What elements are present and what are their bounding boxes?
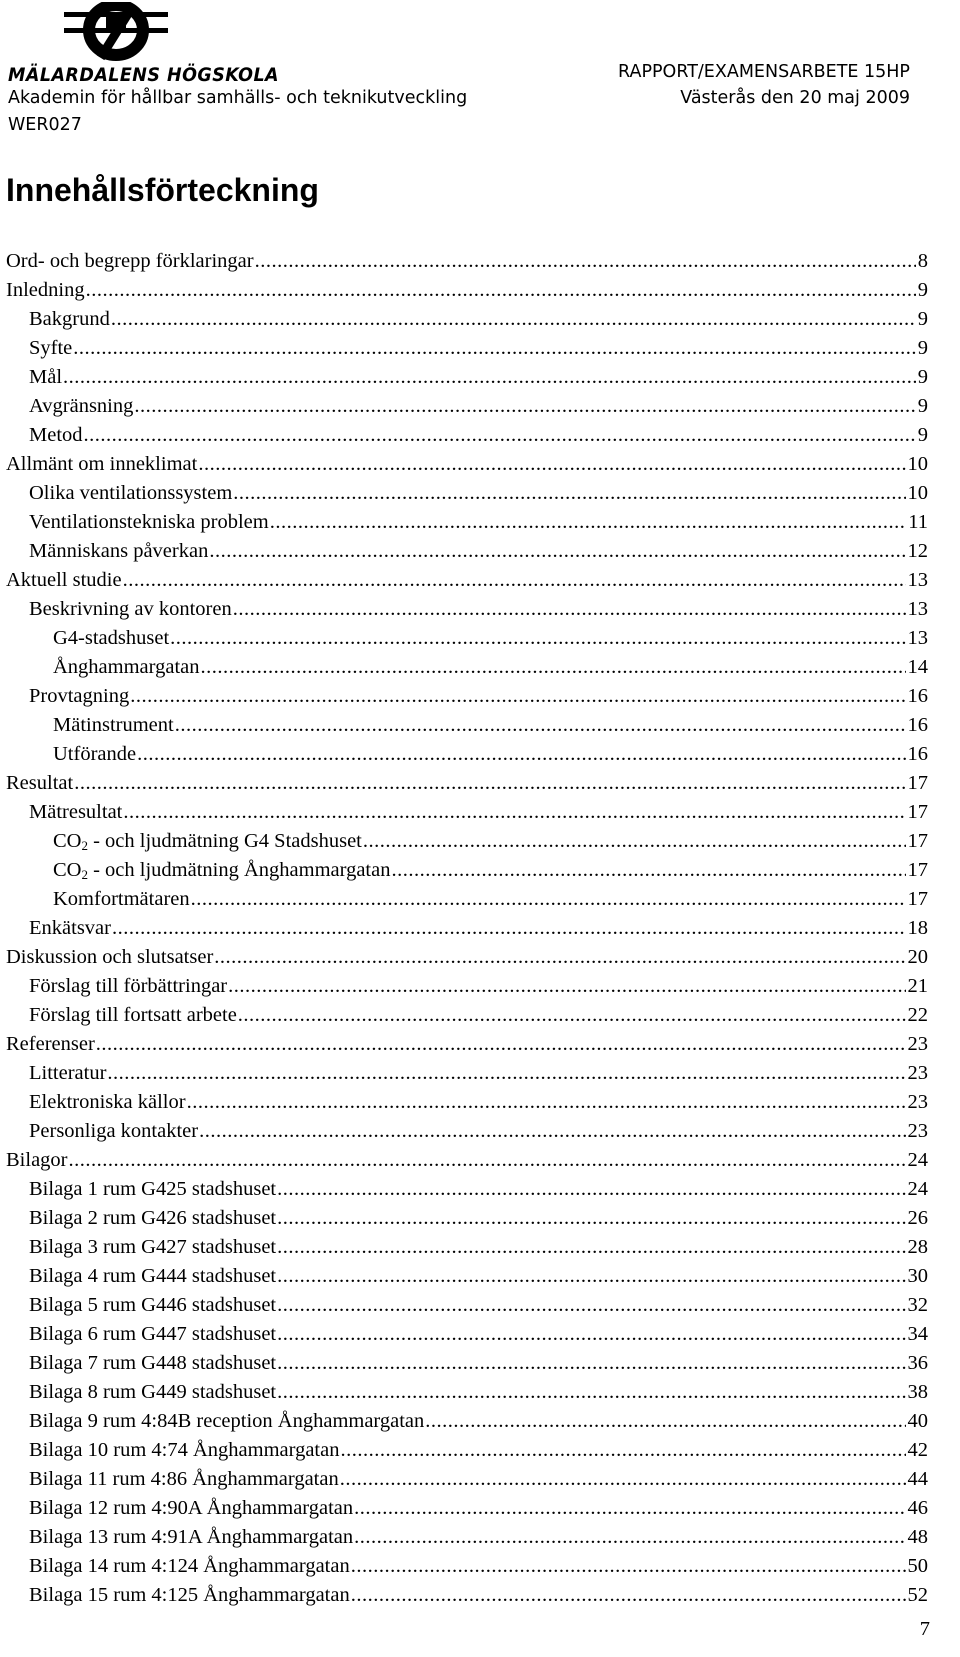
co2-symbol: CO bbox=[53, 859, 82, 881]
toc-entry-label: Bilaga 7 rum G448 stadshuset bbox=[29, 1352, 277, 1374]
toc-entry-page: 9 bbox=[917, 395, 928, 417]
toc-entry[interactable] bbox=[0, 537, 960, 566]
toc-entry[interactable] bbox=[0, 1523, 960, 1552]
toc-entry-label: Provtagning bbox=[29, 685, 130, 707]
dot-leader bbox=[277, 1262, 905, 1291]
toc-entry-page: 9 bbox=[917, 424, 928, 446]
dot-leader bbox=[255, 247, 916, 276]
toc-entry-page: 24 bbox=[907, 1178, 928, 1200]
toc-entry-label: Elektroniska källor bbox=[29, 1091, 186, 1113]
toc-entry-page: 17 bbox=[907, 888, 928, 910]
toc-entry[interactable] bbox=[0, 363, 960, 392]
university-logo bbox=[8, 2, 280, 86]
toc-entry-label: Bilaga 5 rum G446 stadshuset bbox=[29, 1294, 277, 1316]
toc-entry-page: 48 bbox=[907, 1526, 928, 1548]
toc-entry-page: 16 bbox=[907, 685, 928, 707]
dot-leader bbox=[351, 1552, 906, 1581]
toc-entry-label: Komfortmätaren bbox=[53, 888, 190, 910]
toc-entry-label: Bilaga 14 rum 4:124 Ånghammargatan bbox=[29, 1555, 350, 1577]
toc-entry-label-text: - och ljudmätning Ånghammargatan bbox=[87, 859, 391, 881]
toc-entry-page: 30 bbox=[907, 1265, 928, 1287]
dot-leader bbox=[74, 769, 905, 798]
toc-entry-label: Litteratur bbox=[29, 1062, 107, 1084]
dot-leader bbox=[270, 508, 907, 537]
toc-entry[interactable] bbox=[0, 1146, 960, 1175]
toc-entry[interactable] bbox=[0, 1233, 960, 1262]
toc-entry[interactable] bbox=[0, 1407, 960, 1436]
dot-leader bbox=[214, 943, 905, 972]
toc-entry-page: 23 bbox=[907, 1033, 928, 1055]
dot-leader bbox=[233, 479, 905, 508]
toc-entry-label: Bilaga 15 rum 4:125 Ånghammargatan bbox=[29, 1584, 350, 1606]
toc-entry[interactable] bbox=[0, 1349, 960, 1378]
dot-leader bbox=[84, 421, 916, 450]
dot-leader bbox=[209, 537, 905, 566]
toc-entry[interactable] bbox=[0, 1552, 960, 1581]
dot-leader bbox=[198, 450, 905, 479]
toc-entry-page: 17 bbox=[907, 859, 928, 881]
toc-entry-page: 13 bbox=[907, 627, 928, 649]
toc-entry[interactable] bbox=[0, 1378, 960, 1407]
toc-entry[interactable] bbox=[0, 247, 960, 276]
dot-leader bbox=[277, 1233, 905, 1262]
course-code: WER027 bbox=[8, 115, 82, 135]
dot-leader bbox=[391, 856, 905, 885]
toc-entry[interactable] bbox=[0, 1030, 960, 1059]
page-number: 7 bbox=[919, 1618, 930, 1640]
toc-entry[interactable] bbox=[0, 1494, 960, 1523]
toc-entry-label: Aktuell studie bbox=[6, 569, 122, 591]
academy-name: Akademin för hållbar samhälls- och teknikutveckling bbox=[8, 88, 468, 108]
toc-entry-page: 18 bbox=[907, 917, 928, 939]
toc-entry[interactable] bbox=[0, 1175, 960, 1204]
toc-entry-label: Bilaga 6 rum G447 stadshuset bbox=[29, 1323, 277, 1345]
toc-entry-label: Bilagor bbox=[6, 1149, 68, 1171]
dot-leader bbox=[277, 1204, 905, 1233]
toc-entry-label: Diskussion och slutsatser bbox=[6, 946, 214, 968]
dot-leader bbox=[201, 653, 906, 682]
dot-leader bbox=[354, 1523, 905, 1552]
toc-entry[interactable] bbox=[0, 740, 960, 769]
toc-entry-page: 12 bbox=[907, 540, 928, 562]
co2-subscript: 2 bbox=[81, 867, 88, 882]
dot-leader bbox=[170, 624, 905, 653]
toc-entry[interactable] bbox=[0, 392, 960, 421]
logo-text: MÄLARDALENS HÖGSKOLA bbox=[8, 64, 280, 86]
dot-leader bbox=[123, 566, 906, 595]
toc-entry[interactable] bbox=[0, 943, 960, 972]
dot-leader bbox=[137, 740, 905, 769]
toc-entry[interactable] bbox=[0, 450, 960, 479]
toc-entry-page: 34 bbox=[907, 1323, 928, 1345]
dot-leader bbox=[134, 392, 915, 421]
toc-entry-label: Bilaga 13 rum 4:91A Ånghammargatan bbox=[29, 1526, 354, 1548]
toc-entry[interactable] bbox=[0, 305, 960, 334]
toc-entry-label: Bilaga 3 rum G427 stadshuset bbox=[29, 1236, 277, 1258]
page-title: Innehållsförteckning bbox=[6, 172, 319, 208]
toc-entry-label: Människans påverkan bbox=[29, 540, 209, 562]
toc-entry[interactable] bbox=[0, 1117, 960, 1146]
toc-entry[interactable] bbox=[0, 711, 960, 740]
toc-entry-page: 44 bbox=[907, 1468, 928, 1490]
toc-entry-label: Mätresultat bbox=[29, 801, 123, 823]
toc-entry[interactable] bbox=[0, 1320, 960, 1349]
toc-entry-label: Allmänt om inneklimat bbox=[6, 453, 198, 475]
toc-entry-page: 23 bbox=[907, 1120, 928, 1142]
toc-entry-label: Förslag till förbättringar bbox=[29, 975, 228, 997]
dot-leader bbox=[228, 972, 905, 1001]
toc-entry[interactable] bbox=[0, 595, 960, 624]
toc-entry[interactable] bbox=[0, 421, 960, 450]
toc-entry-page: 23 bbox=[907, 1091, 928, 1113]
toc-entry-label bbox=[53, 827, 362, 856]
dot-leader bbox=[112, 914, 906, 943]
toc-entry-label: Syfte bbox=[29, 337, 73, 359]
dot-leader bbox=[73, 334, 915, 363]
toc-entry[interactable] bbox=[0, 566, 960, 595]
toc-entry-page: 38 bbox=[907, 1381, 928, 1403]
toc-entry-page: 10 bbox=[907, 482, 928, 504]
dot-leader bbox=[354, 1494, 905, 1523]
toc-entry-page: 11 bbox=[908, 511, 928, 533]
toc-entry-page: 36 bbox=[907, 1352, 928, 1374]
toc-entry-page: 40 bbox=[907, 1410, 928, 1432]
toc-entry-label: Förslag till fortsatt arbete bbox=[29, 1004, 237, 1026]
toc-entry-page: 10 bbox=[907, 453, 928, 475]
toc-entry-label: Beskrivning av kontoren bbox=[29, 598, 232, 620]
toc-entry-label: Bilaga 9 rum 4:84B reception Ånghammargatan bbox=[29, 1410, 425, 1432]
toc-entry-label: Ord- och begrepp förklaringar bbox=[6, 250, 254, 272]
toc-entry[interactable] bbox=[0, 479, 960, 508]
toc-entry-label: Personliga kontakter bbox=[29, 1120, 199, 1142]
dot-leader bbox=[199, 1117, 905, 1146]
toc-entry-label: Utförande bbox=[53, 743, 137, 765]
dot-leader bbox=[233, 595, 906, 624]
toc-entry-label: Bilaga 10 rum 4:74 Ånghammargatan bbox=[29, 1439, 340, 1461]
toc-entry-label: Referenser bbox=[6, 1033, 95, 1055]
toc-entry-label: Bilaga 12 rum 4:90A Ånghammargatan bbox=[29, 1497, 354, 1519]
toc-entry-page: 16 bbox=[907, 714, 928, 736]
toc-entry[interactable] bbox=[0, 1204, 960, 1233]
toc-entry-page: 23 bbox=[907, 1062, 928, 1084]
dot-leader bbox=[187, 1088, 906, 1117]
dot-leader bbox=[277, 1349, 905, 1378]
toc-entry[interactable] bbox=[0, 1262, 960, 1291]
toc-entry-page: 20 bbox=[907, 946, 928, 968]
dot-leader bbox=[340, 1465, 906, 1494]
dot-leader bbox=[277, 1320, 905, 1349]
toc-entry-page: 26 bbox=[907, 1207, 928, 1229]
toc-entry-page: 32 bbox=[907, 1294, 928, 1316]
toc-entry-page: 46 bbox=[907, 1497, 928, 1519]
toc-entry[interactable] bbox=[0, 508, 960, 537]
toc-entry-page: 52 bbox=[907, 1584, 928, 1606]
toc-entry[interactable] bbox=[0, 1581, 960, 1610]
toc-entry[interactable] bbox=[0, 914, 960, 943]
page-header bbox=[0, 0, 960, 150]
toc-entry[interactable] bbox=[0, 1291, 960, 1320]
toc-entry-page: 9 bbox=[917, 308, 928, 330]
toc-entry[interactable] bbox=[0, 885, 960, 914]
toc-entry-page: 50 bbox=[907, 1555, 928, 1577]
toc-entry-label: Enkätsvar bbox=[29, 917, 111, 939]
toc-entry-label: Ånghammargatan bbox=[53, 656, 200, 678]
toc-entry[interactable] bbox=[0, 1059, 960, 1088]
dot-leader bbox=[107, 1059, 905, 1088]
report-type: RAPPORT/EXAMENSARBETE 15HP bbox=[618, 62, 910, 82]
toc-entry-page: 16 bbox=[907, 743, 928, 765]
dot-leader bbox=[340, 1436, 905, 1465]
toc-entry-page: 21 bbox=[907, 975, 928, 997]
toc-entry[interactable] bbox=[0, 1001, 960, 1030]
table-of-contents bbox=[0, 247, 960, 1610]
toc-entry-label bbox=[53, 856, 390, 885]
toc-entry-label: Metod bbox=[29, 424, 83, 446]
toc-entry-page: 17 bbox=[907, 830, 928, 852]
toc-entry-label: Bilaga 4 rum G444 stadshuset bbox=[29, 1265, 277, 1287]
toc-entry-label: G4-stadshuset bbox=[53, 627, 170, 649]
dot-leader bbox=[111, 305, 916, 334]
toc-entry[interactable] bbox=[0, 1088, 960, 1117]
dot-leader bbox=[363, 827, 906, 856]
toc-entry-page: 24 bbox=[907, 1149, 928, 1171]
toc-entry-page: 9 bbox=[917, 337, 928, 359]
toc-entry-label: Resultat bbox=[6, 772, 74, 794]
dot-leader bbox=[175, 711, 906, 740]
toc-entry[interactable] bbox=[0, 334, 960, 363]
toc-entry-page: 9 bbox=[917, 279, 928, 301]
toc-entry-page: 13 bbox=[907, 598, 928, 620]
toc-entry-label: Bilaga 1 rum G425 stadshuset bbox=[29, 1178, 277, 1200]
toc-entry-label: Olika ventilationssystem bbox=[29, 482, 233, 504]
toc-entry[interactable] bbox=[0, 769, 960, 798]
dot-leader bbox=[277, 1378, 905, 1407]
toc-entry-page: 22 bbox=[907, 1004, 928, 1026]
toc-entry[interactable] bbox=[0, 1465, 960, 1494]
toc-entry-page: 9 bbox=[917, 366, 928, 388]
dot-leader bbox=[123, 798, 905, 827]
dot-leader bbox=[63, 363, 916, 392]
toc-entry-page: 42 bbox=[907, 1439, 928, 1461]
dot-leader bbox=[130, 682, 905, 711]
dot-leader bbox=[351, 1581, 906, 1610]
co2-symbol: CO bbox=[53, 830, 82, 852]
dot-leader bbox=[238, 1001, 906, 1030]
dot-leader bbox=[86, 276, 916, 305]
toc-entry[interactable] bbox=[0, 682, 960, 711]
university-emblem-icon bbox=[60, 2, 172, 62]
toc-entry[interactable] bbox=[0, 798, 960, 827]
toc-entry-page: 13 bbox=[907, 569, 928, 591]
toc-entry-label-text: - och ljudmätning G4 Stadshuset bbox=[87, 830, 362, 852]
co2-subscript: 2 bbox=[81, 838, 88, 853]
toc-entry[interactable] bbox=[0, 276, 960, 305]
toc-entry[interactable] bbox=[0, 856, 960, 885]
toc-entry[interactable] bbox=[0, 1436, 960, 1465]
toc-entry-page: 8 bbox=[917, 250, 928, 272]
toc-entry-page: 17 bbox=[907, 772, 928, 794]
dot-leader bbox=[277, 1291, 905, 1320]
toc-entry-label: Mätinstrument bbox=[53, 714, 174, 736]
toc-entry-label: Mål bbox=[29, 366, 63, 388]
toc-entry-page: 14 bbox=[907, 656, 928, 678]
dot-leader bbox=[191, 885, 906, 914]
toc-entry[interactable] bbox=[0, 653, 960, 682]
toc-entry-label: Bilaga 11 rum 4:86 Ånghammargatan bbox=[29, 1468, 339, 1490]
dot-leader bbox=[69, 1146, 906, 1175]
toc-entry-page: 28 bbox=[907, 1236, 928, 1258]
toc-entry-label: Avgränsning bbox=[29, 395, 134, 417]
toc-entry-label: Bilaga 8 rum G449 stadshuset bbox=[29, 1381, 277, 1403]
toc-entry[interactable] bbox=[0, 827, 960, 856]
dot-leader bbox=[425, 1407, 905, 1436]
place-date: Västerås den 20 maj 2009 bbox=[680, 88, 910, 108]
toc-entry[interactable] bbox=[0, 972, 960, 1001]
toc-entry[interactable] bbox=[0, 624, 960, 653]
dot-leader bbox=[96, 1030, 906, 1059]
toc-entry-label: Bakgrund bbox=[29, 308, 110, 330]
toc-entry-label: Bilaga 2 rum G426 stadshuset bbox=[29, 1207, 277, 1229]
toc-entry-label: Ventilationstekniska problem bbox=[29, 511, 269, 533]
toc-entry-page: 17 bbox=[907, 801, 928, 823]
dot-leader bbox=[277, 1175, 905, 1204]
toc-entry-label: Inledning bbox=[6, 279, 85, 301]
